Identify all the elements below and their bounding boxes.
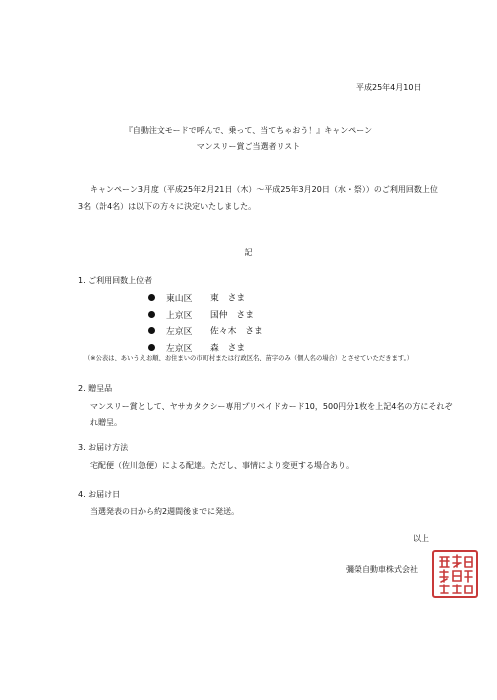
publication-note: （※公表は、あいうえお順、お住まいの市町村または行政区名、苗字のみ（個人名の場合）とさせていただきます。）: [84, 355, 414, 362]
section-4-body: 当選発表の日から約2週間後までに発送。: [90, 507, 240, 516]
intro-text-line2: 3名（計4名）は以下の方々に決定いたしました。: [78, 202, 257, 211]
section-1-heading: 1. ご利用回数上位者: [78, 276, 153, 285]
winner-name: 国仲 さま: [210, 310, 254, 321]
winner-row: [148, 327, 263, 336]
list-title: マンスリー賞ご当選者リスト: [196, 142, 301, 151]
section-2-heading: 2. 贈呈品: [78, 384, 113, 393]
document-date: 平成25年4月10日: [356, 83, 422, 92]
company-seal: [432, 550, 478, 598]
winner-ward: 東山区: [166, 293, 193, 304]
campaign-title: 『自動注文モードで呼んで、乗って、当てちゃおう！』キャンペーン: [124, 126, 373, 135]
bullet-icon: [148, 311, 155, 318]
company-name: 彌榮自動車株式会社: [346, 565, 418, 574]
section-2-body-line2: れ贈呈。: [90, 418, 122, 427]
winner-name: 森 さま: [210, 343, 246, 354]
winner-ward: 上京区: [166, 310, 193, 321]
intro-text-line1: キャンペーン3月度（平成25年2月21日（木）～平成25年3月20日（水・祭））のご利用回数上位: [90, 185, 438, 194]
bullet-icon: [148, 294, 155, 301]
winner-ward: 左京区: [166, 343, 193, 354]
section-3-body: 宅配便（佐川急便）による配達。ただし、事情により変更する場合あり。: [90, 461, 354, 470]
seal-glyphs-icon: [434, 552, 476, 596]
winner-ward: 左京区: [166, 326, 193, 337]
winner-row: [148, 311, 254, 320]
section-2-body-line1: マンスリー賞として、ヤサカタクシー専用プリペイドカード10，500円分1枚を上記4名の方にそれぞ: [90, 402, 453, 411]
section-4-heading: 4. お届け日: [78, 490, 121, 499]
winner-row: [148, 294, 245, 303]
winner-name: 東 さま: [210, 293, 246, 304]
winner-row: [148, 344, 245, 353]
bullet-icon: [148, 327, 155, 334]
ki-heading: 記: [244, 248, 253, 257]
section-3-heading: 3. お届け方法: [78, 443, 129, 452]
closing-text: 以上: [413, 534, 429, 543]
winner-name: 佐々木 さま: [210, 326, 263, 337]
bullet-icon: [148, 344, 155, 351]
